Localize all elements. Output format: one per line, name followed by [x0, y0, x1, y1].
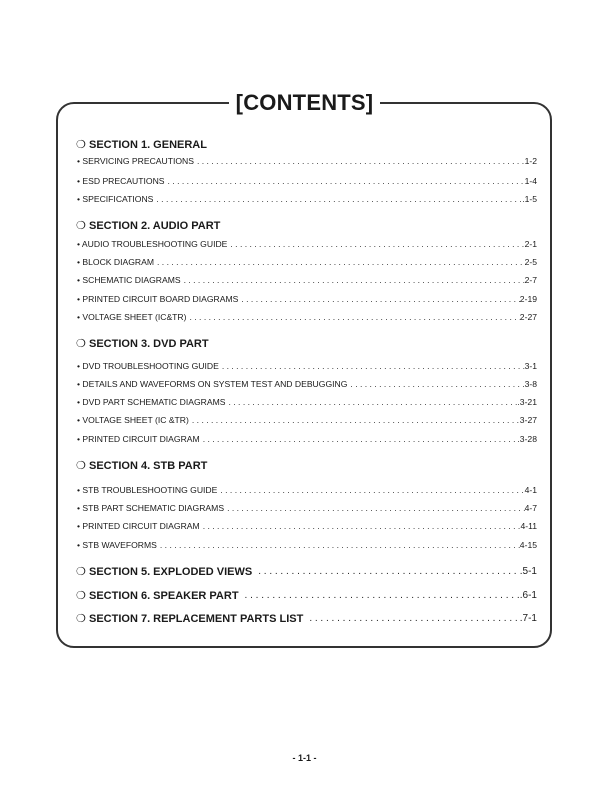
toc-entry[interactable]: • BLOCK DIAGRAM . . . 2-5	[77, 256, 537, 268]
toc-section-entry[interactable]: ❍ SECTION 7. REPLACEMENT PARTS LIST . . . .7-1	[76, 612, 537, 626]
dot-leader	[165, 175, 525, 187]
dot-leader	[238, 293, 519, 305]
toc-entry[interactable]: • SCHEMATIC DIAGRAMS . . . 2-7	[77, 274, 537, 286]
toc-entry[interactable]: • PRINTED CIRCUIT BOARD DIAGRAMS . . . 2-19	[77, 293, 537, 305]
dot-leader	[239, 589, 520, 603]
toc-entry[interactable]: • VOLTAGE SHEET (IC &TR) . . . 3-27	[77, 414, 537, 426]
section-heading: ❍ SECTION 3. DVD PART	[76, 338, 209, 350]
page-number: - 1-1 -	[292, 753, 317, 763]
dot-leader	[194, 155, 525, 167]
dot-leader	[187, 311, 520, 323]
dot-leader	[347, 378, 522, 390]
toc-entry[interactable]: • PRINTED CIRCUIT DIAGRAM . . . .3-28	[77, 433, 537, 445]
dot-leader	[189, 414, 520, 426]
section-heading: ❍ SECTION 1. GENERAL	[76, 139, 207, 151]
toc-entry[interactable]: • STB WAVEFORMS . . . 4-15	[77, 539, 537, 551]
circle-bullet-icon: ❍	[76, 460, 86, 472]
toc-section-entry[interactable]: ❍ SECTION 5. EXPLODED VIEWS . . . .5-1	[76, 565, 537, 579]
toc-entry[interactable]: • STB TROUBLESHOOTING GUIDE . . . 4-1	[77, 484, 537, 496]
dot-leader	[224, 502, 525, 514]
dot-leader	[252, 565, 520, 579]
dot-leader	[200, 433, 518, 445]
toc-section-entry[interactable]: ❍ SECTION 6. SPEAKER PART . . . .6-1	[76, 589, 537, 603]
toc-entry[interactable]: • VOLTAGE SHEET (IC&TR) . . . 2-27	[77, 311, 537, 323]
section-heading: ❍ SECTION 2. AUDIO PART	[76, 220, 221, 232]
dot-leader	[200, 520, 521, 532]
toc-entry[interactable]: • DVD TROUBLESHOOTING GUIDE . . . 3-1	[77, 360, 537, 372]
dot-leader	[219, 360, 525, 372]
toc-entry[interactable]: • ESD PRECAUTIONS . . . 1-4	[77, 175, 537, 187]
circle-bullet-icon: ❍	[76, 220, 86, 232]
dot-leader	[153, 193, 522, 205]
dot-leader	[227, 238, 524, 250]
circle-bullet-icon: ❍	[76, 566, 86, 578]
dot-leader	[154, 256, 525, 268]
toc-entry[interactable]: • AUDIO TROUBLESHOOTING GUIDE . . . 2-1	[77, 238, 537, 250]
circle-bullet-icon: ❍	[76, 613, 86, 625]
toc-entry[interactable]: • PRINTED CIRCUIT DIAGRAM . . . 4-11	[77, 520, 537, 532]
circle-bullet-icon: ❍	[76, 338, 86, 350]
dot-leader	[226, 396, 518, 408]
dot-leader	[157, 539, 520, 551]
dot-leader	[303, 612, 519, 626]
circle-bullet-icon: ❍	[76, 139, 86, 151]
toc-entry[interactable]: • STB PART SCHEMATIC DIAGRAMS . . . 4-7	[77, 502, 537, 514]
toc-entry[interactable]: • DVD PART SCHEMATIC DIAGRAMS . . . .3-21	[77, 396, 537, 408]
page-title: [CONTENTS]	[0, 88, 609, 118]
dot-leader	[217, 484, 524, 496]
section-heading: ❍ SECTION 4. STB PART	[76, 460, 208, 472]
circle-bullet-icon: ❍	[76, 590, 86, 602]
toc-entry[interactable]: • SPECIFICATIONS . . . .1-5	[77, 193, 537, 205]
dot-leader	[181, 274, 525, 286]
toc-entry[interactable]: • DETAILS AND WAVEFORMS ON SYSTEM TEST AND DEBUGGING . . . .3-8	[77, 378, 537, 390]
toc-entry[interactable]: • SERVICING PRECAUTIONS . . . 1-2	[77, 155, 537, 167]
